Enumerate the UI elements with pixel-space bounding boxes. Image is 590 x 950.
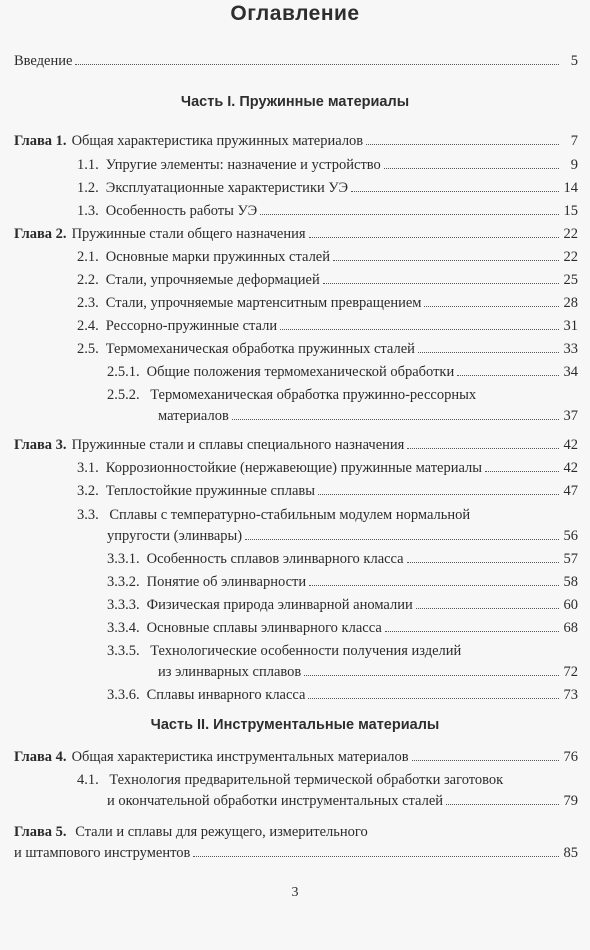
toc-entry-text: материалов: [158, 408, 229, 424]
toc-entry-text: Особенность работы УЭ: [105, 203, 258, 219]
dot-leader: [260, 214, 559, 215]
chapter-label: Глава 3.: [14, 437, 67, 453]
toc-page-number: 9: [570, 157, 578, 173]
toc-entry-text: Стали, упрочняемые мартенситным превращением: [105, 295, 422, 311]
toc-entry-subsection[interactable]: [107, 572, 578, 592]
toc-entry-text: Технология предварительной термической обработки заготовок: [109, 772, 504, 788]
section-number: 2.2.: [77, 272, 99, 288]
part-heading: Часть II. Инструментальные материалы: [150, 717, 440, 733]
toc-entry-text: Основные марки пружинных сталей: [105, 249, 331, 265]
toc-page-number: 34: [563, 364, 578, 380]
toc-entry-text: Пружинные стали и сплавы специального назначения: [71, 437, 405, 453]
section-number: 1.1.: [77, 157, 99, 173]
toc-page-number: 22: [563, 226, 578, 242]
dot-leader: [424, 306, 559, 307]
section-number: 3.3.3.: [107, 597, 140, 613]
toc-page-number: 68: [563, 620, 578, 636]
section-number: 2.5.1.: [107, 364, 140, 380]
chapter-label: Глава 5.: [14, 824, 67, 840]
dot-leader: [485, 471, 559, 472]
toc-entry-text: Общая характеристика инструментальных материалов: [71, 749, 409, 765]
dot-leader: [351, 191, 559, 192]
toc-entry-text: Теплостойкие пружинные сплавы: [105, 483, 315, 499]
toc-page-number: 37: [563, 408, 578, 424]
toc-entry-text: Технологические особенности получения изделий: [150, 643, 462, 659]
section-number: 3.3.4.: [107, 620, 140, 636]
section-number: 2.5.: [77, 341, 99, 357]
toc-page-number: 25: [563, 272, 578, 288]
dot-leader: [193, 856, 559, 857]
toc-entry-intro[interactable]: [14, 51, 578, 71]
dot-leader: [446, 804, 559, 805]
toc-page-number: 33: [563, 341, 578, 357]
toc-entry-chapter-5-first-line[interactable]: [14, 822, 368, 842]
toc-entry-section[interactable]: [77, 178, 578, 198]
toc-entry-section[interactable]: [77, 270, 578, 290]
toc-entry-text: Стали и сплавы для режущего, измерительного: [75, 824, 368, 840]
toc-entry-subsection-first-line[interactable]: [107, 385, 476, 405]
toc-entry-section-continuation[interactable]: [107, 791, 578, 811]
toc-entry-section[interactable]: [77, 293, 578, 313]
toc-entry-section[interactable]: [77, 316, 578, 336]
toc-entry-subsection[interactable]: [107, 362, 578, 382]
toc-entry-chapter-1[interactable]: [14, 131, 578, 151]
toc-entry-text: Сплавы с температурно-стабильным модулем нормальной: [109, 507, 471, 523]
chapter-label: Глава 4.: [14, 749, 67, 765]
dot-leader: [418, 352, 559, 353]
section-number: 1.2.: [77, 180, 99, 196]
toc-page-number: 28: [563, 295, 578, 311]
toc-page-number: 56: [563, 528, 578, 544]
toc-entry-subsection-continuation[interactable]: [158, 662, 578, 682]
toc-entry-section-continuation[interactable]: [107, 526, 578, 546]
toc-entry-subsection-continuation[interactable]: [158, 406, 578, 426]
section-number: 4.1.: [77, 772, 99, 788]
toc-entry-section[interactable]: [77, 481, 578, 501]
section-number: 1.3.: [77, 203, 99, 219]
toc-entry-text: Введение: [14, 53, 73, 69]
toc-page-number: 42: [563, 460, 578, 476]
dot-leader: [416, 608, 559, 609]
dot-leader: [407, 448, 559, 449]
toc-entry-text: и окончательной обработки инструментальных сталей: [107, 793, 444, 809]
toc-page-number: 5: [570, 53, 578, 69]
section-number: 3.3.6.: [107, 687, 140, 703]
toc-page-number: 14: [563, 180, 578, 196]
toc-page-number: 73: [563, 687, 578, 703]
toc-entry-text: упругости (элинвары): [107, 528, 243, 544]
dot-leader: [309, 585, 559, 586]
dot-leader: [333, 260, 559, 261]
toc-entry-chapter-2[interactable]: [14, 224, 578, 244]
toc-page-number: 60: [563, 597, 578, 613]
dot-leader: [407, 562, 559, 563]
toc-entry-text: Основные сплавы элинварного класса: [146, 620, 382, 636]
dot-leader: [280, 329, 559, 330]
toc-entry-chapter-3[interactable]: [14, 435, 578, 455]
toc-page-number: 72: [563, 664, 578, 680]
toc-entry-text: Термомеханическая обработка пружинных сталей: [105, 341, 415, 357]
toc-page-number: 57: [563, 551, 578, 567]
toc-entry-subsection-first-line[interactable]: [107, 641, 461, 661]
toc-entry-text: Упругие элементы: назначение и устройство: [105, 157, 381, 173]
toc-entry-subsection[interactable]: [107, 685, 578, 705]
toc-entry-section-first-line[interactable]: [77, 505, 470, 525]
section-number: 3.3.2.: [107, 574, 140, 590]
toc-entry-text: Эксплуатационные характеристики УЭ: [105, 180, 349, 196]
toc-page-number: 7: [570, 133, 578, 149]
toc-page-number: 85: [563, 845, 578, 861]
dot-leader: [308, 698, 559, 699]
toc-entry-chapter-5-continuation[interactable]: [14, 843, 578, 863]
dot-leader: [75, 64, 559, 65]
toc-page-number: 31: [563, 318, 578, 334]
dot-leader: [245, 539, 559, 540]
toc-entry-section[interactable]: [77, 339, 578, 359]
toc-entry-text: Общие положения термомеханической обработки: [146, 364, 455, 380]
dot-leader: [309, 237, 559, 238]
page-title: Оглавление: [230, 2, 360, 25]
dot-leader: [366, 144, 559, 145]
toc-entry-subsection[interactable]: [107, 618, 578, 638]
section-number: 3.2.: [77, 483, 99, 499]
toc-entry-text: Общая характеристика пружинных материалов: [71, 133, 364, 149]
chapter-label: Глава 2.: [14, 226, 67, 242]
dot-leader: [384, 168, 559, 169]
section-number: 3.3.1.: [107, 551, 140, 567]
section-number: 3.3.5.: [107, 643, 140, 659]
toc-entry-text: Стали, упрочняемые деформацией: [105, 272, 320, 288]
section-number: 2.4.: [77, 318, 99, 334]
toc-entry-text: Термомеханическая обработка пружинно-рессорных: [150, 387, 477, 403]
dot-leader: [385, 631, 559, 632]
toc-page-number: 15: [563, 203, 578, 219]
toc-page-number: 47: [563, 483, 578, 499]
section-number: 2.1.: [77, 249, 99, 265]
toc-page-number: 22: [563, 249, 578, 265]
chapter-label: Глава 1.: [14, 133, 67, 149]
toc-entry-section[interactable]: [77, 458, 578, 478]
toc-entry-text: Рессорно-пружинные стали: [105, 318, 278, 334]
toc-entry-section[interactable]: [77, 155, 578, 175]
toc-entry-text: Особенность сплавов элинварного класса: [146, 551, 404, 567]
dot-leader: [318, 494, 559, 495]
toc-entry-subsection[interactable]: [107, 595, 578, 615]
dot-leader: [304, 675, 559, 676]
toc-page-number: 58: [563, 574, 578, 590]
toc-page-number: 79: [563, 793, 578, 809]
toc-entry-text: и штампового инструментов: [14, 845, 191, 861]
toc-page-number: 76: [563, 749, 578, 765]
toc-entry-text: из элинварных сплавов: [158, 664, 302, 680]
toc-entry-chapter-4[interactable]: [14, 747, 578, 767]
dot-leader: [457, 375, 559, 376]
dot-leader: [323, 283, 559, 284]
toc-entry-section[interactable]: [77, 247, 578, 267]
section-number: 2.3.: [77, 295, 99, 311]
toc-entry-section[interactable]: [77, 201, 578, 221]
part-heading: Часть I. Пружинные материалы: [180, 94, 410, 110]
toc-entry-text: Физическая природа элинварной аномалии: [146, 597, 413, 613]
toc-entry-text: Понятие об элинварности: [146, 574, 307, 590]
section-number: 3.1.: [77, 460, 99, 476]
section-number: 2.5.2.: [107, 387, 140, 403]
toc-entry-text: Пружинные стали общего назначения: [71, 226, 306, 242]
page-number: 3: [291, 885, 299, 900]
toc-entry-subsection[interactable]: [107, 549, 578, 569]
toc-entry-text: Сплавы инварного класса: [146, 687, 306, 703]
toc-page-number: 42: [563, 437, 578, 453]
toc-entry-text: Коррозионностойкие (нержавеющие) пружинные материалы: [105, 460, 483, 476]
section-number: 3.3.: [77, 507, 99, 523]
dot-leader: [232, 419, 559, 420]
toc-entry-section-first-line[interactable]: [77, 770, 503, 790]
dot-leader: [412, 760, 559, 761]
